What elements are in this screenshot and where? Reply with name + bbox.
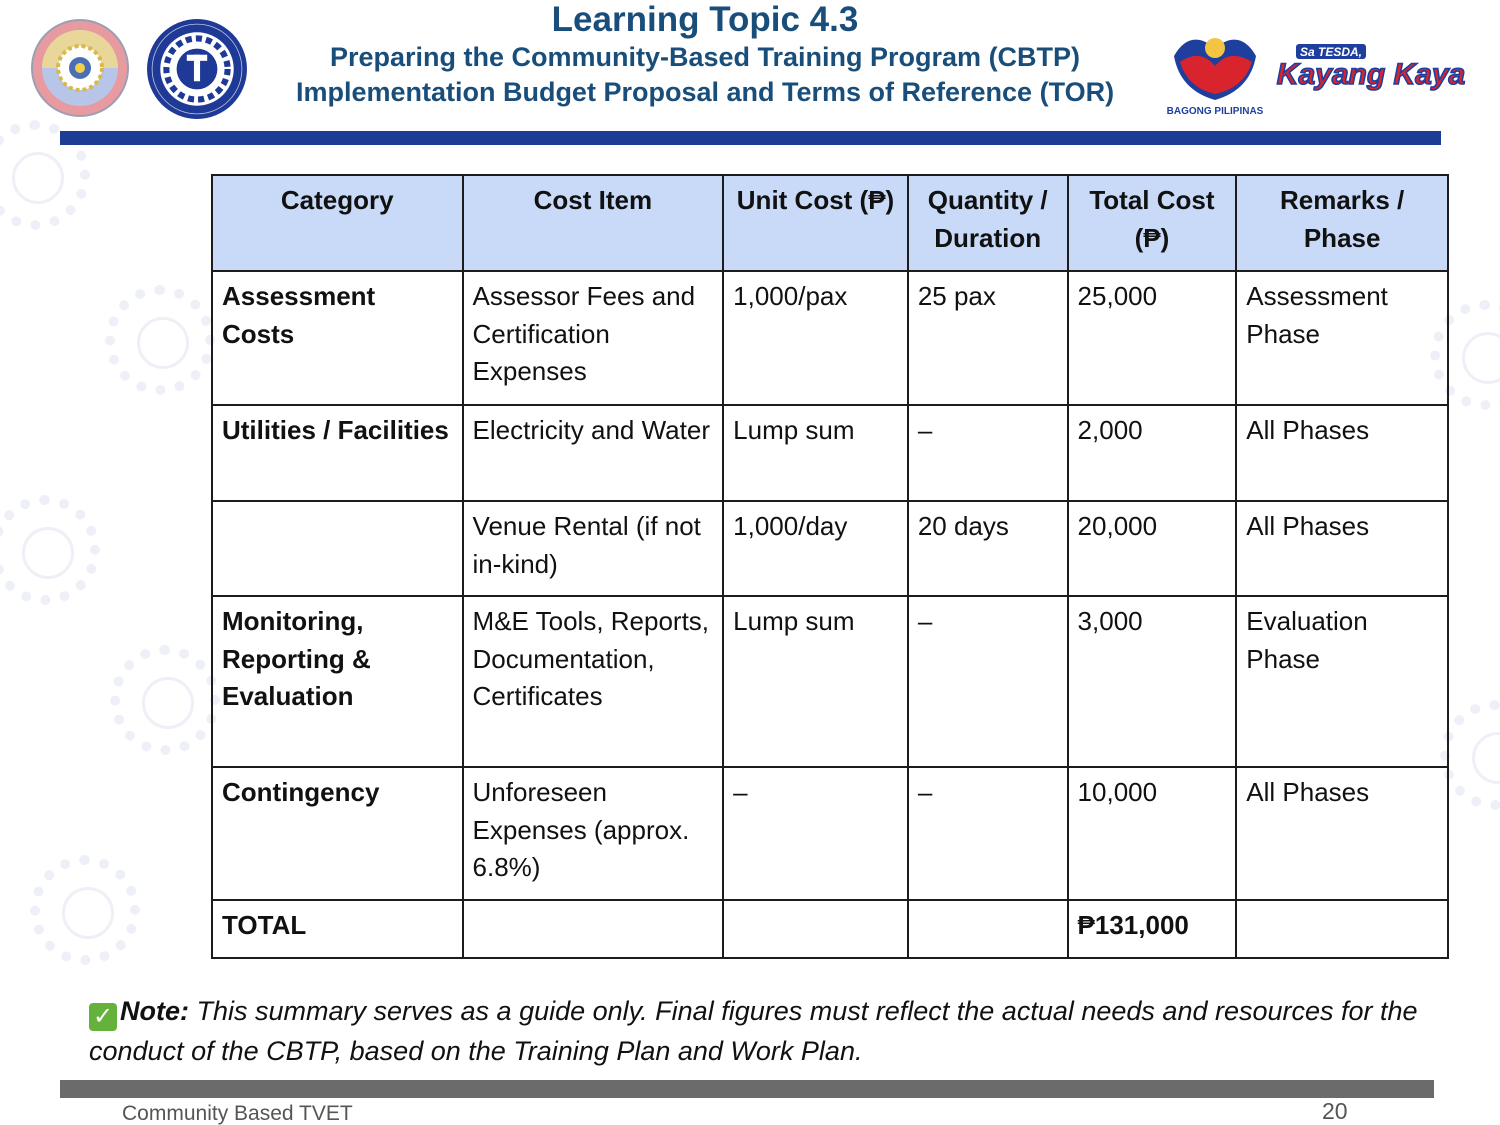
quantity-cell: – bbox=[908, 596, 1068, 767]
unit-cost-cell: 1,000/day bbox=[723, 501, 908, 596]
unit-cost-cell: 1,000/pax bbox=[723, 271, 908, 405]
header-divider bbox=[60, 131, 1441, 145]
table-header-row bbox=[212, 175, 1448, 271]
category-cell: Contingency bbox=[212, 767, 463, 900]
unit-cost-cell bbox=[723, 900, 908, 958]
slide-title-block bbox=[250, 0, 1160, 110]
check-mark-icon: ✓ bbox=[89, 1003, 117, 1031]
quantity-cell: 20 days bbox=[908, 501, 1068, 596]
category-cell: Assessment Costs bbox=[212, 271, 463, 405]
category-cell bbox=[212, 501, 463, 596]
watermark-gear-icon bbox=[0, 495, 100, 605]
unit-cost-cell: Lump sum bbox=[723, 405, 908, 501]
cost-item-cell: Assessor Fees and Certification Expenses bbox=[463, 271, 724, 405]
quantity-cell: – bbox=[908, 767, 1068, 900]
watermark-gear-icon bbox=[1440, 700, 1500, 810]
note-text: This summary serves as a guide only. Final figures must reflect the actual needs and resources for the conduct of the CBTP, based on the Training Plan and Work Plan. bbox=[89, 996, 1418, 1066]
kayang-kaya-logo bbox=[1262, 42, 1480, 92]
total-label-cell: TOTAL bbox=[212, 900, 463, 958]
category-cell: Monitoring, Reporting & Evaluation bbox=[212, 596, 463, 767]
total-cost-cell: 3,000 bbox=[1068, 596, 1237, 767]
remarks-cell: All Phases bbox=[1236, 767, 1448, 900]
total-cost-cell: 25,000 bbox=[1068, 271, 1237, 405]
slogan-big-text: Kayang Kaya bbox=[1276, 58, 1466, 91]
page-number: 20 bbox=[1322, 1098, 1348, 1124]
quantity-cell bbox=[908, 900, 1068, 958]
column-header: Remarks / Phase bbox=[1236, 175, 1448, 271]
note-paragraph bbox=[89, 991, 1454, 1071]
column-header: Category bbox=[212, 175, 463, 271]
note-lead: Note: bbox=[120, 996, 189, 1026]
column-header: Cost Item bbox=[463, 175, 724, 271]
total-cost-cell: 10,000 bbox=[1068, 767, 1237, 900]
table-row bbox=[212, 501, 1448, 596]
table-row bbox=[212, 596, 1448, 767]
column-header: Total Cost (₱) bbox=[1068, 175, 1237, 271]
budget-table bbox=[211, 174, 1449, 959]
bagong-pilipinas-logo bbox=[1160, 18, 1270, 118]
remarks-cell bbox=[1236, 900, 1448, 958]
watermark-gear-icon bbox=[30, 855, 140, 965]
page-subtitle-line-1: Preparing the Community-Based Training Program (CBTP) bbox=[329, 42, 1081, 72]
column-header: Quantity / Duration bbox=[908, 175, 1068, 271]
quantity-cell: – bbox=[908, 405, 1068, 501]
footer-label: Community Based TVET bbox=[122, 1102, 353, 1125]
cost-item-cell: Unforeseen Expenses (approx. 6.8%) bbox=[463, 767, 724, 900]
table-row bbox=[212, 271, 1448, 405]
total-row bbox=[212, 900, 1448, 958]
cost-item-cell: Electricity and Water bbox=[463, 405, 724, 501]
unit-cost-cell: Lump sum bbox=[723, 596, 908, 767]
watermark-gear-icon bbox=[110, 645, 220, 755]
total-cost-cell: 2,000 bbox=[1068, 405, 1237, 501]
cost-item-cell: Venue Rental (if not in-kind) bbox=[463, 501, 724, 596]
cost-item-cell bbox=[463, 900, 724, 958]
grand-total-cell: ₱131,000 bbox=[1068, 900, 1237, 958]
footer-divider bbox=[60, 1080, 1434, 1098]
remarks-cell: Evaluation Phase bbox=[1236, 596, 1448, 767]
tesda-seal-logo bbox=[146, 18, 248, 120]
total-cost-cell: 20,000 bbox=[1068, 501, 1237, 596]
dole-seal-logo bbox=[30, 18, 130, 118]
page-subtitle-line-2: Implementation Budget Proposal and Terms of Reference (TOR) bbox=[295, 77, 1115, 107]
table-row bbox=[212, 405, 1448, 501]
slogan-small-text: Sa TESDA, bbox=[1299, 45, 1363, 59]
remarks-cell: All Phases bbox=[1236, 405, 1448, 501]
watermark-gear-icon bbox=[105, 285, 215, 395]
bagong-pilipinas-text: BAGONG PILIPINAS bbox=[1166, 106, 1264, 117]
remarks-cell: Assessment Phase bbox=[1236, 271, 1448, 405]
unit-cost-cell: – bbox=[723, 767, 908, 900]
quantity-cell: 25 pax bbox=[908, 271, 1068, 405]
column-header: Unit Cost (₱) bbox=[723, 175, 908, 271]
page-title: Learning Topic 4.3 bbox=[551, 0, 859, 39]
remarks-cell: All Phases bbox=[1236, 501, 1448, 596]
cost-item-cell: M&E Tools, Reports, Documentation, Certificates bbox=[463, 596, 724, 767]
table-row bbox=[212, 767, 1448, 900]
category-cell: Utilities / Facilities bbox=[212, 405, 463, 501]
